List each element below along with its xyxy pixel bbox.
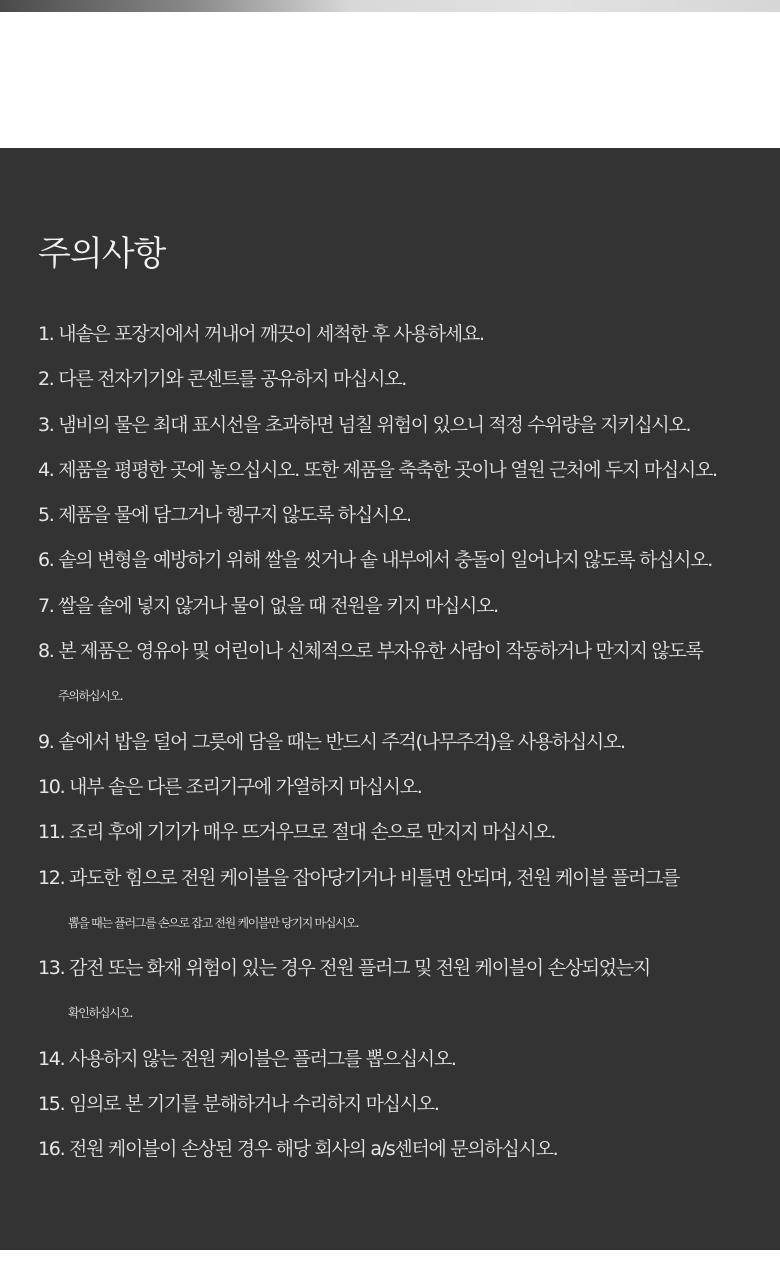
- caution-item-1: [38, 312, 758, 357]
- caution-item-5: [38, 493, 758, 538]
- caution-item-text: 8. 본 제품은 영유아 및 어린이나 신체적으로 부자유한 사람이 작동하거나 만지지 않도록: [38, 640, 703, 663]
- caution-item-6: [38, 538, 758, 583]
- caution-section: [0, 148, 780, 1250]
- caution-item-8: [38, 629, 758, 720]
- caution-item-text: 5. 제품을 물에 담그거나 헹구지 않도록 하십시오.: [38, 504, 411, 527]
- caution-item-text-cont: 주의하십시오.: [58, 689, 123, 704]
- caution-item-text: 9. 솥에서 밥을 덜어 그릇에 담을 때는 반드시 주걱(나무주걱)을 사용하십시오.: [38, 730, 625, 753]
- caution-item-10: [38, 765, 758, 810]
- caution-item-text: 3. 냄비의 물은 최대 표시선을 초과하면 넘칠 위험이 있으니 적정 수위량을 지키십시오.: [38, 413, 691, 436]
- product-photo-edge: [0, 0, 780, 12]
- caution-item-text: 4. 제품을 평평한 곳에 놓으십시오. 또한 제품을 축축한 곳이나 열원 근처에 두지 마십시오.: [38, 458, 717, 481]
- caution-item-11: [38, 810, 758, 855]
- caution-item-16: [38, 1127, 758, 1172]
- caution-item-text: 10. 내부 솥은 다른 조리기구에 가열하지 마십시오.: [38, 775, 422, 798]
- caution-item-3: [38, 403, 758, 448]
- caution-item-14: [38, 1037, 758, 1082]
- caution-item-text: 7. 쌀을 솥에 넣지 않거나 물이 없을 때 전원을 키지 마십시오.: [38, 594, 498, 617]
- caution-item-7: [38, 584, 758, 629]
- caution-item-text: 13. 감전 또는 화재 위험이 있는 경우 전원 플러그 및 전원 케이블이 손상되었는지: [38, 957, 650, 980]
- bottom-spacer: [0, 1250, 780, 1280]
- caution-item-text-cont: 확인하십시오.: [68, 1006, 133, 1021]
- caution-item-text-cont: 뽑을 때는 플러그를 손으로 잡고 전원 케이블만 당기지 마십시오.: [68, 915, 359, 930]
- caution-list: [38, 312, 758, 1173]
- caution-item-text: 2. 다른 전자기기와 콘센트를 공유하지 마십시오.: [38, 368, 406, 391]
- caution-item-15: [38, 1082, 758, 1127]
- caution-title: 주의사항: [38, 234, 166, 274]
- caution-item-4: [38, 448, 758, 493]
- caution-item-text: 15. 임의로 본 기기를 분해하거나 수리하지 마십시오.: [38, 1093, 439, 1116]
- caution-item-9: [38, 720, 758, 765]
- caution-item-text: 12. 과도한 힘으로 전원 케이블을 잡아당기거나 비틀면 안되며, 전원 케이블 플러그를: [38, 866, 680, 889]
- caution-item-text: 1. 내솥은 포장지에서 꺼내어 깨끗이 세척한 후 사용하세요.: [38, 323, 484, 345]
- caution-item-text: 14. 사용하지 않는 전원 케이블은 플러그를 뽑으십시오.: [38, 1047, 456, 1070]
- caution-item-2: [38, 357, 758, 402]
- caution-item-text: 16. 전원 케이블이 손상된 경우 해당 회사의 a/s센터에 문의하십시오.: [38, 1138, 558, 1161]
- caution-item-text: 11. 조리 후에 기기가 매우 뜨거우므로 절대 손으로 만지지 마십시오.: [38, 821, 556, 844]
- caution-item-12: [38, 856, 758, 947]
- caution-item-text: 6. 솥의 변형을 예방하기 위해 쌀을 씻거나 솥 내부에서 충돌이 일어나지 않도록 하십시오.: [38, 549, 713, 572]
- caution-item-13: [38, 946, 758, 1037]
- blank-spacer: [0, 12, 780, 148]
